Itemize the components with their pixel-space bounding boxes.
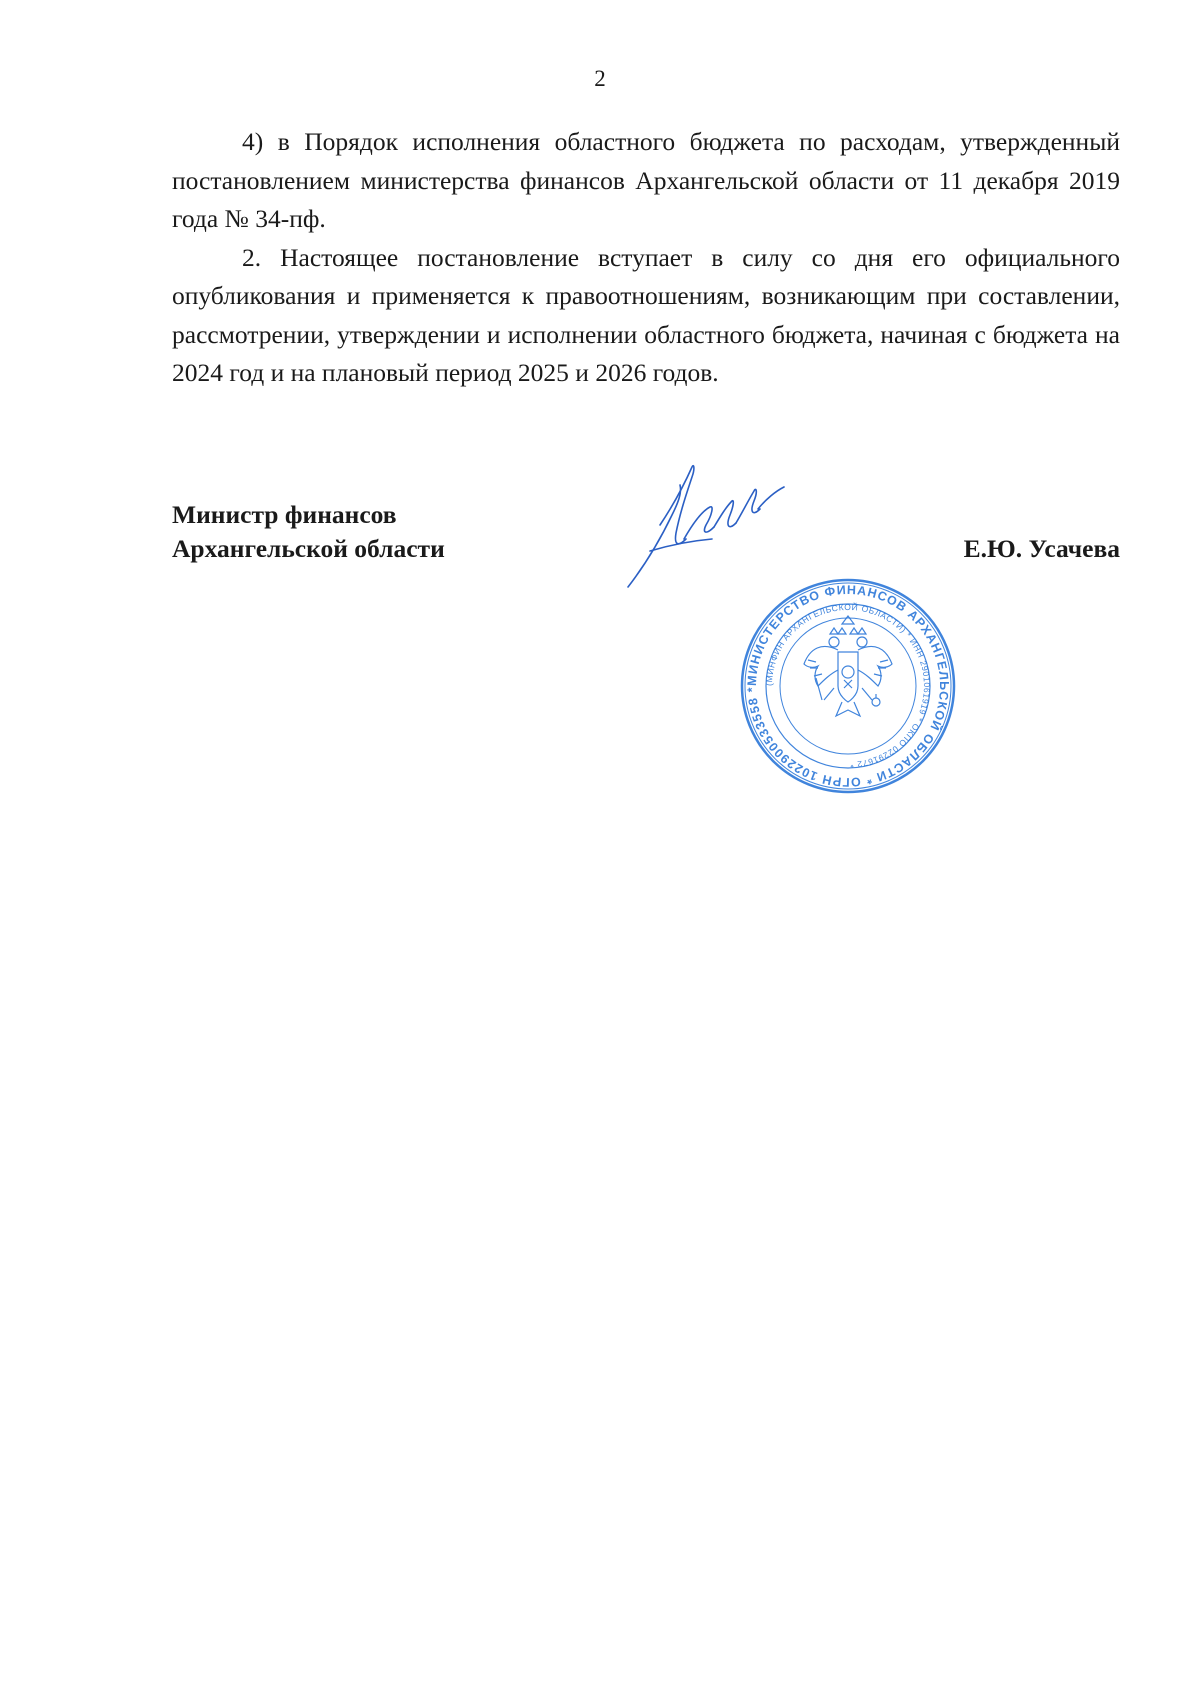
double-headed-eagle-icon <box>804 616 892 716</box>
handwritten-signature <box>620 455 790 595</box>
paragraph-item-2: 2. Настоящее постановление вступает в силу со дня его официального опубликования и применяется к правоотношениям, возникающим при составлении, рассмотрении, утверждении и исполнении областного бюджета, начиная с бюджета на 2024 год и на плановый период 2025 и 2026 годов. <box>172 242 1120 387</box>
official-seal <box>738 576 958 796</box>
signatory-name: Е.Ю. Усачева <box>963 534 1120 563</box>
page-number: 2 <box>594 66 606 91</box>
signatory-position-line2: Архангельской области <box>172 534 445 563</box>
svg-text:(МИНФИН АРХАНГЕЛЬСКОЙ ОБЛАСТИ) <box>764 601 932 770</box>
signatory-position-line1: Министр финансов <box>172 500 397 529</box>
paragraph-item-4: 4) в Порядок исполнения областного бюджета по расходам, утвержденный постановлением министерства финансов Архангельской области от 11 декабря 2019 года № 34-пф. <box>172 127 1120 233</box>
stamp-inner-text: (МИНФИН АРХАНГЕЛЬСКОЙ ОБЛАСТИ) * ИНН 2901061919 * ОКПО 02291672 * <box>763 601 933 770</box>
svg-text:МИНИСТЕРСТВО ФИНАНСОВ АРХАНГЕЛ <box>745 583 951 789</box>
document-body <box>172 123 1120 393</box>
stamp-outer-text: МИНИСТЕРСТВО ФИНАНСОВ АРХАНГЕЛЬСКОЙ ОБЛАСТИ * ОГРН 1022900533558 * <box>744 582 952 790</box>
signatory-position <box>172 498 445 566</box>
